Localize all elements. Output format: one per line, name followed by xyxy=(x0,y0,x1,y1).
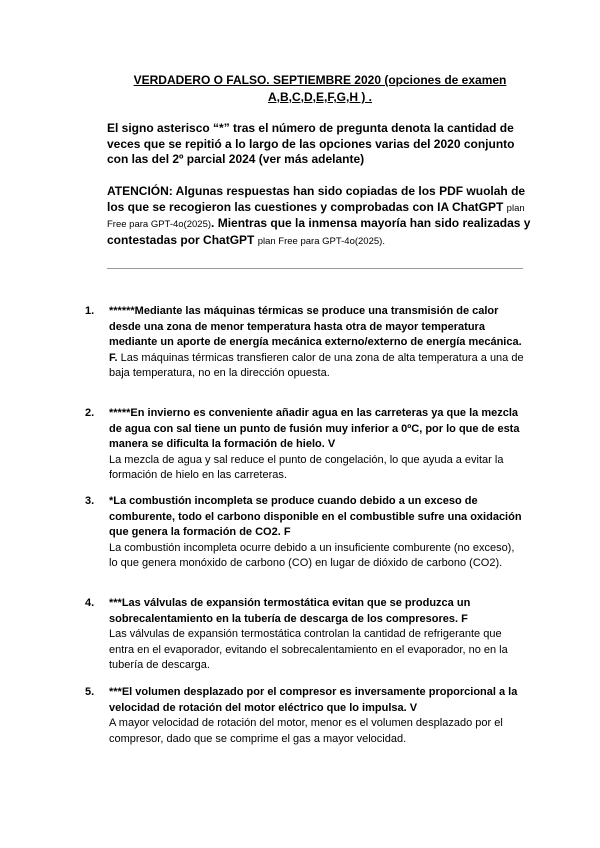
question-text: ***Las válvulas de expansión termostática evitan que se produzca un sobrecalentamiento en la tubería de descarga de los compresores. F xyxy=(109,597,471,625)
attention-note-1: plan Free para GPT-4o(2025) xyxy=(107,202,525,230)
document-title: VERDADERO O FALSO. SEPTIEMBRE 2020 (opciones de examen A,B,C,D,E,F,G,H ) . xyxy=(133,73,507,104)
attention-note-2: plan Free para GPT-4o(2025). xyxy=(257,235,385,247)
question-text: *La combustión incompleta se produce cuando debido a un exceso de comburente, todo el carbono disponible en el combustible sufre una oxidación que genera la formación de CO2. F xyxy=(109,495,522,538)
attention-text-1: ATENCIÓN: Algunas respuestas han sido copiadas de los PDF wuolah de los que se recogieron las cuestiones y comprobadas con IA ChatGPT xyxy=(107,184,526,214)
question-number: 3. xyxy=(85,495,95,507)
question-number: 5. xyxy=(85,686,95,698)
attention-paragraph xyxy=(107,184,532,249)
question-number: 1. xyxy=(85,305,95,317)
question-item xyxy=(85,304,525,382)
question-explanation: Las válvulas de expansión termostática controlan la cantidad de refrigerante que entra en el evaporador, evitando el sobrecalentamiento en el evaporador, no en la tubería de descarga. xyxy=(109,628,508,671)
question-number: 4. xyxy=(85,597,95,609)
horizontal-divider xyxy=(107,268,523,269)
question-text: ******Mediante las máquinas térmicas se produce una transmisión de calor desde una zona de menor temperatura hasta otra de mayor temperatura mediante un aporte de energía mecánica externo/externo de energía mecánica. xyxy=(109,305,522,348)
question-item xyxy=(85,596,525,674)
question-explanation: Las máquinas térmicas transfieren calor de una zona de alta temperatura a una de baja temperatura, no en la dirección opuesta. xyxy=(109,351,524,379)
question-explanation: La combustión incompleta ocurre debido a un insuficiente comburente (no exceso), lo que genera monóxido de carbono (CO) en lugar de dióxido de carbono (CO2). xyxy=(109,541,515,569)
question-verdict: F. xyxy=(109,351,118,364)
question-text: *****En invierno es conveniente añadir agua en las carreteras ya que la mezcla de agua con sal tiene un punto de fusión muy inferior a 0ºC, por lo que de esta manera se dificulta la formación de hielo. V xyxy=(109,407,520,450)
question-item xyxy=(85,406,525,484)
question-explanation: A mayor velocidad de rotación del motor, menor es el volumen desplazado por el compresor, dado que se comprime el gas a mayor velocidad. xyxy=(109,717,503,745)
question-item xyxy=(85,494,525,572)
question-number: 2. xyxy=(85,407,95,419)
question-item xyxy=(85,685,525,747)
question-explanation: La mezcla de agua y sal reduce el punto de congelación, lo que ayuda a evitar la formación de hielo en las carreteras. xyxy=(109,453,504,481)
question-text: ***El volumen desplazado por el compresor es inversamente proporcional a la velocidad de rotación del motor eléctrico que lo impulsa. V xyxy=(109,686,518,714)
attention-text-2: . Mientras que la inmensa mayoría han sido realizadas y contestadas por ChatGPT xyxy=(107,216,531,247)
intro-paragraph: El signo asterisco “*” tras el número de pregunta denota la cantidad de veces que se repitió a lo largo de las opciones varias del 2020 conjunto con las del 2º parcial 2024 (ver más adelante) xyxy=(107,121,515,166)
